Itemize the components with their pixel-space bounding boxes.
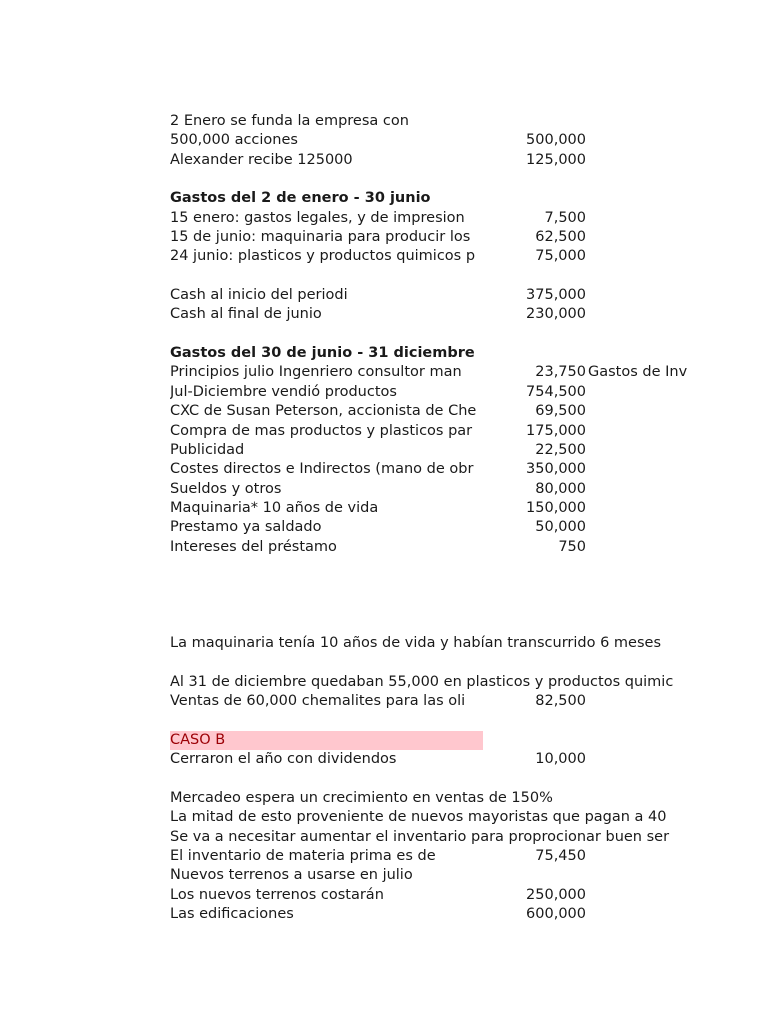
- section-heading: Gastos del 2 de enero - 30 junio: [170, 190, 431, 207]
- row-inventario-servicio: [170, 828, 690, 847]
- cell-label: Compra de mas productos y plasticos par: [170, 422, 473, 439]
- cell-value: 7,500: [544, 209, 586, 226]
- row-ventas-chemalites: [170, 692, 690, 711]
- cell-label: 2 Enero se funda la empresa con: [170, 113, 409, 129]
- cell-value: 600,000: [526, 906, 586, 923]
- blank-row: [170, 770, 690, 789]
- cell-label: Maquinaria* 10 años de vida: [170, 499, 379, 516]
- cell-value: 150,000: [526, 499, 586, 516]
- cell-value: 75,000: [535, 248, 586, 265]
- cell-value: 50,000: [535, 519, 586, 536]
- cell-label: 15 de junio: maquinaria para producir los: [170, 229, 471, 246]
- cell-value: 500,000: [526, 132, 586, 149]
- row-gastos-legales: [170, 209, 690, 228]
- section-heading: Gastos del 30 de junio - 31 diciembre: [170, 345, 475, 362]
- row-edificaciones: [170, 905, 690, 924]
- cell-label: Publicidad: [170, 441, 245, 458]
- row-mercadeo: [170, 789, 690, 808]
- cell-note: Gastos de Inv: [588, 364, 688, 381]
- cell-value: 754,500: [526, 383, 586, 400]
- row-intereses: [170, 538, 690, 557]
- blank-row: [170, 596, 690, 615]
- cell-label: Cash al inicio del periodi: [170, 287, 348, 304]
- cell-value: 75,450: [535, 848, 586, 865]
- row-heading-gastos-2: [170, 344, 690, 363]
- cell-label: 15 enero: gastos legales, y de impresion: [170, 209, 465, 226]
- cell-label: Costes directos e Indirectos (mano de obr: [170, 461, 474, 478]
- cell-label: 24 junio: plasticos y productos quimicos p: [170, 248, 476, 265]
- row-maquinaria-junio: [170, 228, 690, 247]
- row-caso-b: [170, 731, 690, 750]
- blank-row: [170, 170, 690, 189]
- row-cash-inicio: [170, 286, 690, 305]
- row-cxc: [170, 402, 690, 421]
- cell-value: 82,500: [535, 693, 586, 710]
- caso-b-highlight-cell: CASO B: [170, 731, 483, 750]
- blank-row: [170, 712, 690, 731]
- row-nuevos-terrenos: [170, 866, 690, 885]
- cell-label: CXC de Susan Peterson, accionista de Che: [170, 403, 477, 420]
- cell-label: Cash al final de junio: [170, 306, 322, 323]
- row-ventas-jul-dic: [170, 383, 690, 402]
- row-sueldos: [170, 480, 690, 499]
- row-nota-maquinaria: [170, 634, 690, 653]
- cell-value: 80,000: [535, 480, 586, 497]
- row-inventario-materia: [170, 847, 690, 866]
- row-cash-final: [170, 305, 690, 324]
- cell-value: 350,000: [526, 461, 586, 478]
- blank-row: [170, 654, 690, 673]
- row-costes: [170, 460, 690, 479]
- blank-row: [170, 557, 690, 576]
- cell-value: 375,000: [526, 287, 586, 304]
- blank-row: [170, 576, 690, 595]
- cell-label: Alexander recibe 125000: [170, 151, 353, 168]
- cell-label: Los nuevos terrenos costarán: [170, 886, 384, 903]
- cell-label: 500,000 acciones: [170, 132, 298, 149]
- cell-value: 62,500: [535, 229, 586, 246]
- cell-value: 125,000: [526, 151, 586, 168]
- cell-label: Ventas de 60,000 chemalites para las oli: [170, 693, 466, 710]
- row-maquinaria: [170, 499, 690, 518]
- row-nota-diciembre: [170, 673, 690, 692]
- row-heading-gastos-1: [170, 189, 690, 208]
- row-terrenos-costo: [170, 886, 690, 905]
- cell-label: Jul-Diciembre vendió productos: [170, 383, 397, 400]
- cell-label: Al 31 de diciembre quedaban 55,000 en plasticos y productos quimic: [170, 673, 674, 690]
- row-alexander: [170, 151, 690, 170]
- cell-label: Mercadeo espera un crecimiento en ventas de 150%: [170, 790, 553, 807]
- row-ingeniero: [170, 363, 690, 382]
- cell-label: Sueldos y otros: [170, 480, 282, 497]
- row-acciones: [170, 131, 690, 150]
- cell-value: 230,000: [526, 306, 586, 323]
- cell-value: 69,500: [535, 403, 586, 420]
- blank-row: [170, 325, 690, 344]
- cell-value: 250,000: [526, 886, 586, 903]
- cell-value: 10,000: [535, 751, 586, 768]
- cell-label: Se va a necesitar aumentar el inventario para proprocionar buen ser: [170, 828, 670, 845]
- cell-label: La maquinaria tenía 10 años de vida y habían transcurrido 6 meses: [170, 635, 662, 652]
- blank-row: [170, 615, 690, 634]
- cell-label: Principios julio Ingenriero consultor man: [170, 364, 462, 381]
- cell-value: 750: [558, 538, 586, 555]
- row-prestamo: [170, 518, 690, 537]
- row-compra-plasticos: [170, 422, 690, 441]
- row-mayoristas: [170, 808, 690, 827]
- spreadsheet: [170, 112, 690, 924]
- cell-label: Prestamo ya saldado: [170, 519, 322, 536]
- cell-value: 23,750: [535, 364, 586, 381]
- row-plasticos-junio: [170, 247, 690, 266]
- cell-label: Nuevos terrenos a usarse en julio: [170, 867, 413, 884]
- row-fundacion: [170, 112, 690, 131]
- blank-row: [170, 267, 690, 286]
- cell-label: El inventario de materia prima es de: [170, 848, 436, 865]
- cell-label: Intereses del préstamo: [170, 538, 337, 555]
- cell-value: 22,500: [535, 441, 586, 458]
- cell-label: La mitad de esto proveniente de nuevos mayoristas que pagan a 40: [170, 809, 667, 826]
- cell-value: 175,000: [526, 422, 586, 439]
- row-publicidad: [170, 441, 690, 460]
- row-dividendos: [170, 750, 690, 769]
- cell-label: Las edificaciones: [170, 906, 294, 923]
- cell-label: Cerraron el año con dividendos: [170, 751, 397, 768]
